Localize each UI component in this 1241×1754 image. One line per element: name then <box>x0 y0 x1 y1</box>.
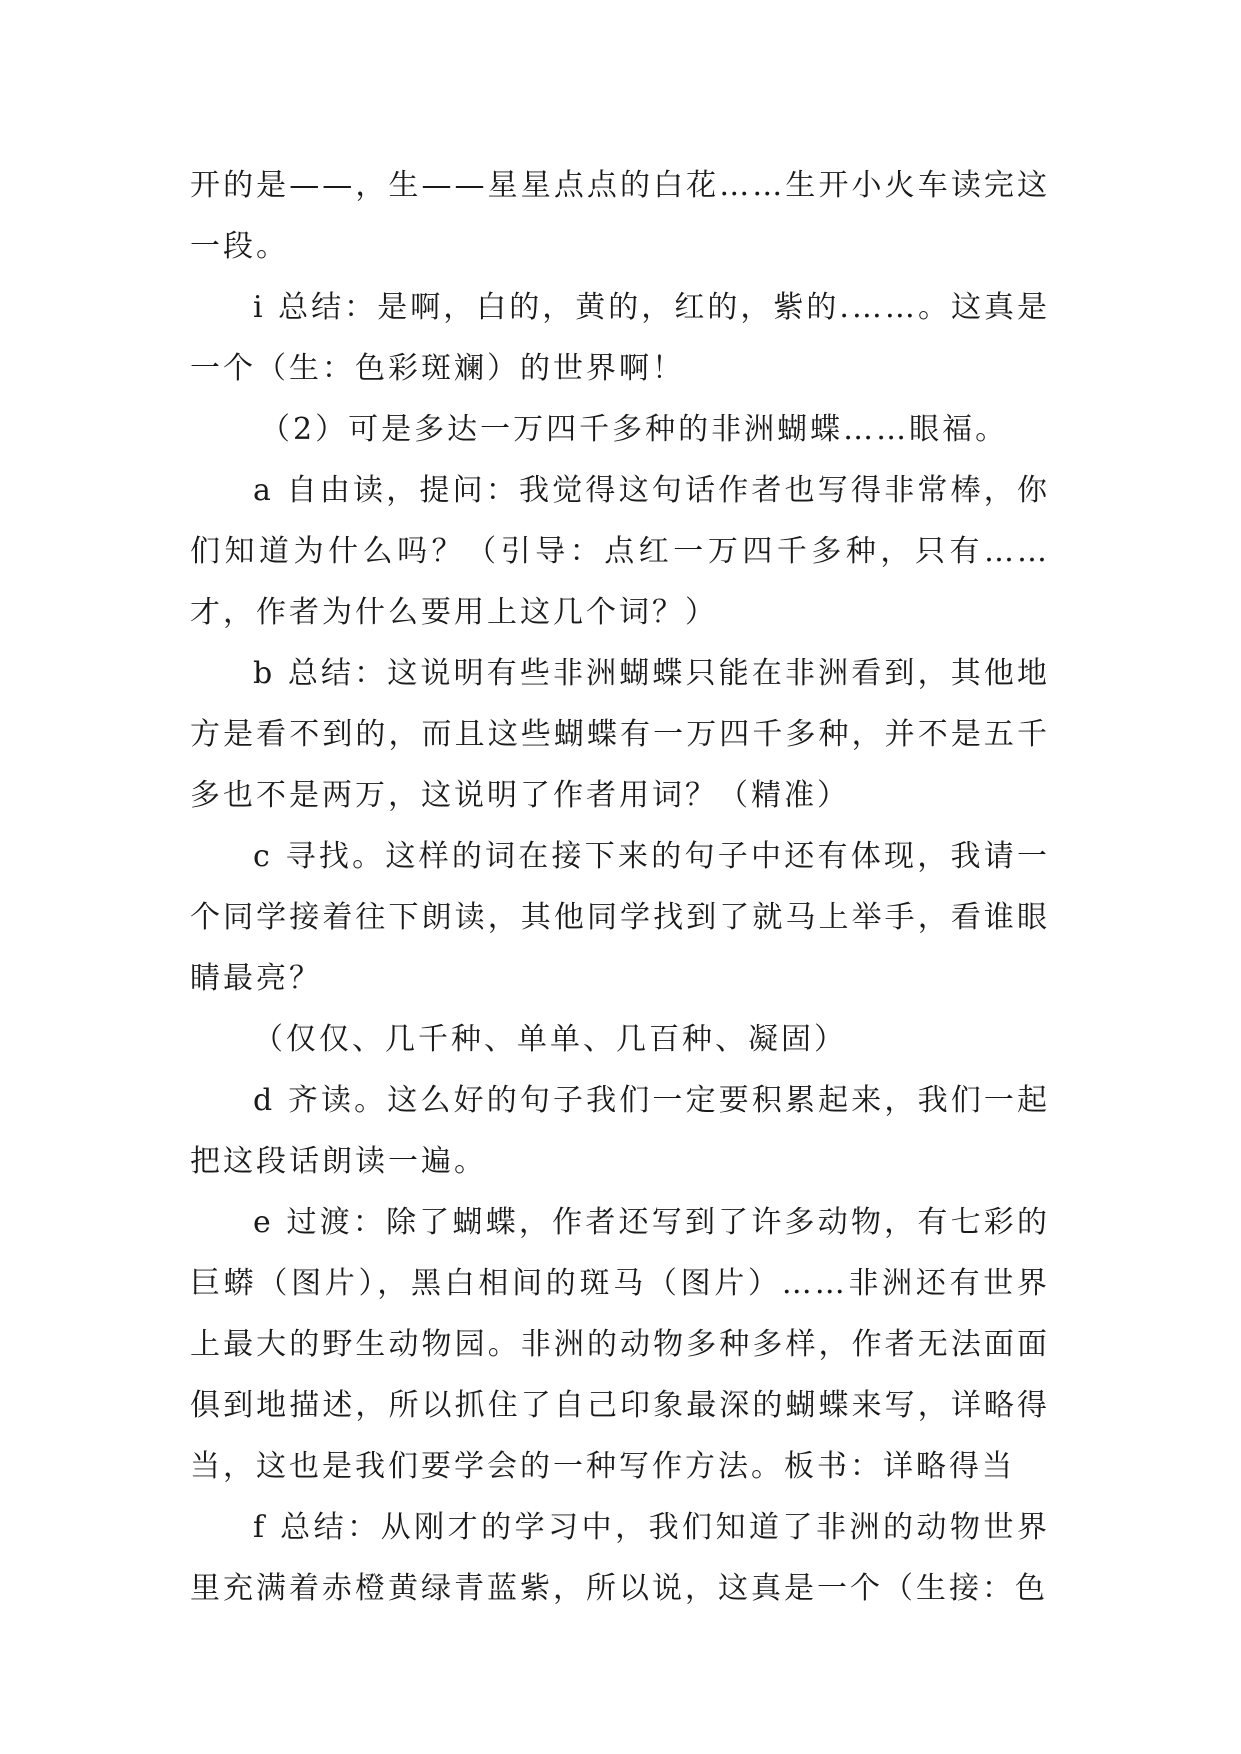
paragraph-step-d: d 齐读。这么好的句子我们一定要积累起来，我们一起把这段话朗读一遍。 <box>190 1083 1050 1179</box>
paragraph-step-a: a 自由读，提问：我觉得这句话作者也写得非常棒，你们知道为什么吗？（引导：点红一万四千多种，只有……才，作者为什么要用上这几个词？） <box>190 473 1050 630</box>
paragraph-step-c: c 寻找。这样的词在接下来的句子中还有体现，我请一个同学接着往下朗读，其他同学找到了就马上举手，看谁眼睛最亮？ <box>190 839 1050 996</box>
paragraph-step-e: e 过渡：除了蝴蝶，作者还写到了许多动物，有七彩的巨蟒（图片），黑白相间的斑马（图片）……非洲还有世界上最大的野生动物园。非洲的动物多种多样，作者无法面面俱到地描述，所以抓住了自己印象最深的蝴蝶来写，详略得当，这也是我们要学会的一种写作方法。板书：详略得当 <box>190 1205 1050 1484</box>
paragraph-summary-i: i 总结：是啊，白的，黄的，红的，紫的.……。这真是一个（生：色彩斑斓）的世界啊！ <box>190 290 1050 386</box>
paragraph-continuation: 开的是——，生——星星点点的白花……生开小火车读完这一段。 <box>190 168 1050 264</box>
paragraph-step-f: f 总结：从刚才的学习中，我们知道了非洲的动物世界里充满着赤橙黄绿青蓝紫，所以说，这真是一个（生接：色 <box>190 1510 1050 1606</box>
paragraph-step-b: b 总结：这说明有些非洲蝴蝶只能在非洲看到，其他地方是看不到的，而且这些蝴蝶有一万四千多种，并不是五千多也不是两万，这说明了作者用词？（精准） <box>190 656 1050 813</box>
paragraph-section-2: （2）可是多达一万四千多种的非洲蝴蝶……眼福。 <box>260 412 1009 447</box>
paragraph-word-list: （仅仅、几千种、单单、几百种、凝固） <box>253 1022 847 1057</box>
document-body <box>190 155 1050 1619</box>
